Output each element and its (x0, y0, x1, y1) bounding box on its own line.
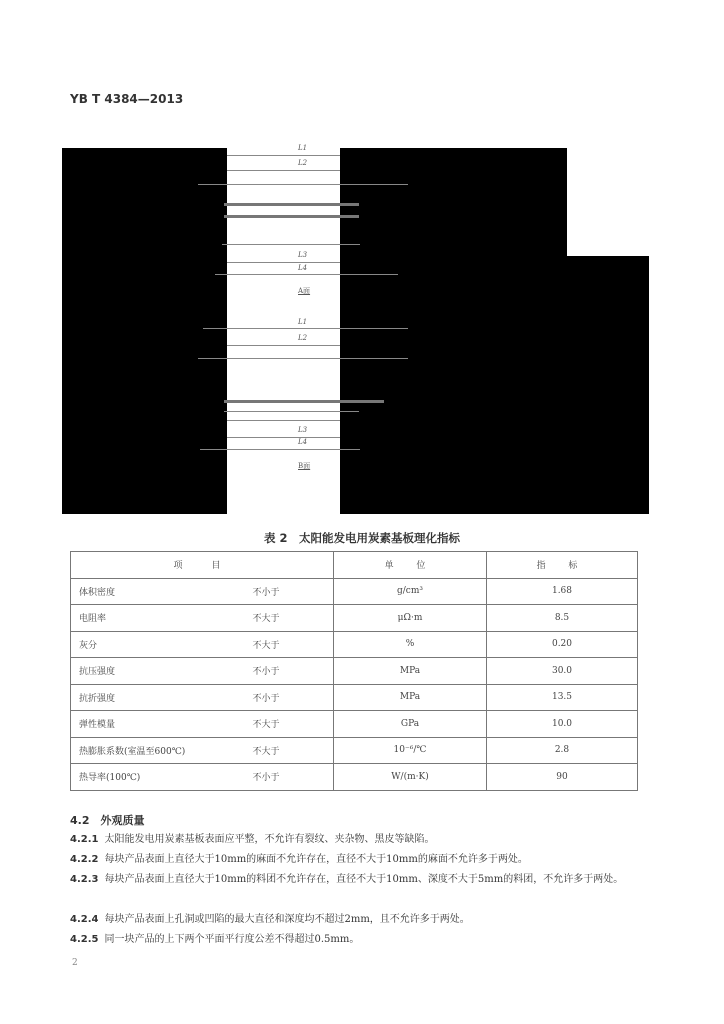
row-name: 抗压强度 (71, 658, 241, 685)
table-row (71, 684, 638, 711)
standard-number: YB T 4384—2013 (70, 92, 184, 106)
clause-4-2-4 (70, 910, 650, 930)
table-row (71, 631, 638, 658)
clause-number: 4.2.2 (70, 854, 99, 865)
label-l2-b: L2 (298, 334, 308, 342)
table-title: 表 2 太阳能发电用炭素基板理化指标 (263, 531, 460, 545)
clause-number: 4.2.1 (70, 834, 99, 845)
clause-4-2-2 (70, 850, 650, 870)
row-value: 90 (487, 764, 638, 791)
label-l4-b: L4 (298, 438, 308, 446)
row-unit: W/(m·K) (334, 764, 487, 791)
row-value: 0.20 (487, 631, 638, 658)
clause-text: 每块产品表面上孔洞或凹陷的最大直径和深度均不超过2mm，且不允许多于两处。 (104, 914, 470, 925)
row-name: 弹性模量 (71, 711, 241, 738)
face-b-label: B面 (298, 462, 311, 470)
row-unit: GPa (334, 711, 487, 738)
figure-caption: 图 1 太阳能发 (230, 498, 307, 511)
row-condition: 不小于 (241, 578, 334, 605)
row-condition: 不小于 (241, 658, 334, 685)
row-value: 1.68 (487, 578, 638, 605)
table-row (71, 658, 638, 685)
label-l2-a: L2 (298, 159, 308, 167)
table-row (71, 711, 638, 738)
clause-4-2-5 (70, 930, 650, 950)
row-value: 13.5 (487, 684, 638, 711)
table-row (71, 578, 638, 605)
row-condition: 不大于 (241, 631, 334, 658)
table-row (71, 737, 638, 764)
row-value: 30.0 (487, 658, 638, 685)
row-name: 电阻率 (71, 605, 241, 632)
header-unit: 单 位 (334, 552, 487, 579)
header-item: 项 目 (71, 552, 334, 579)
row-condition: 不大于 (241, 605, 334, 632)
header-index: 指 标 (487, 552, 638, 579)
label-l1-a: L1 (298, 144, 308, 152)
row-value: 10.0 (487, 711, 638, 738)
clause-4-2-3 (70, 870, 650, 890)
redaction-block (62, 256, 649, 514)
label-l3-a: L3 (298, 251, 308, 259)
row-unit: MPa (334, 684, 487, 711)
row-name: 抗折强度 (71, 684, 241, 711)
row-name: 热膨胀系数(室温至600℃) (71, 737, 241, 764)
clause-number: 4.2.4 (70, 914, 99, 925)
row-name: 灰分 (71, 631, 241, 658)
row-value: 8.5 (487, 605, 638, 632)
row-condition: 不大于 (241, 711, 334, 738)
table-row (71, 764, 638, 791)
clause-text: 太阳能发电用炭素基板表面应平整，不允许有裂纹、夹杂物、黑皮等缺陷。 (104, 834, 435, 845)
label-l3-b: L3 (298, 426, 308, 434)
table-header-row (71, 552, 638, 579)
row-condition: 不大于 (241, 737, 334, 764)
clause-text: 每块产品表面上直径大于10mm的料团不允许存在，直径不大于10mm、深度不大于5mm的料团，不允许多于两处。 (104, 874, 624, 885)
clause-number: 4.2.3 (70, 874, 99, 885)
row-name: 体积密度 (71, 578, 241, 605)
face-a-label: A面 (298, 287, 311, 295)
clause-number: 4.2.5 (70, 934, 99, 945)
row-unit: μΩ·m (334, 605, 487, 632)
section-title: 4.2 外观质量 (70, 814, 145, 827)
row-condition: 不小于 (241, 684, 334, 711)
clause-4-2-1 (70, 830, 650, 850)
clause-text: 同一块产品的上下两个平面平行度公差不得超过0.5mm。 (104, 934, 360, 945)
row-unit: g/cm³ (334, 578, 487, 605)
row-value: 2.8 (487, 737, 638, 764)
row-unit: % (334, 631, 487, 658)
clause-text: 每块产品表面上直径大于10mm的麻面不允许存在，直径不大于10mm的麻面不允许多于两处。 (104, 854, 528, 865)
table-row (71, 605, 638, 632)
label-l1-b: L1 (298, 318, 308, 326)
properties-table (70, 551, 638, 791)
row-unit: MPa (334, 658, 487, 685)
row-unit: 10⁻⁶/℃ (334, 737, 487, 764)
label-l4-a: L4 (298, 264, 308, 272)
row-name: 热导率(100℃) (71, 764, 241, 791)
page-number: 2 (72, 958, 78, 968)
row-condition: 不小于 (241, 764, 334, 791)
